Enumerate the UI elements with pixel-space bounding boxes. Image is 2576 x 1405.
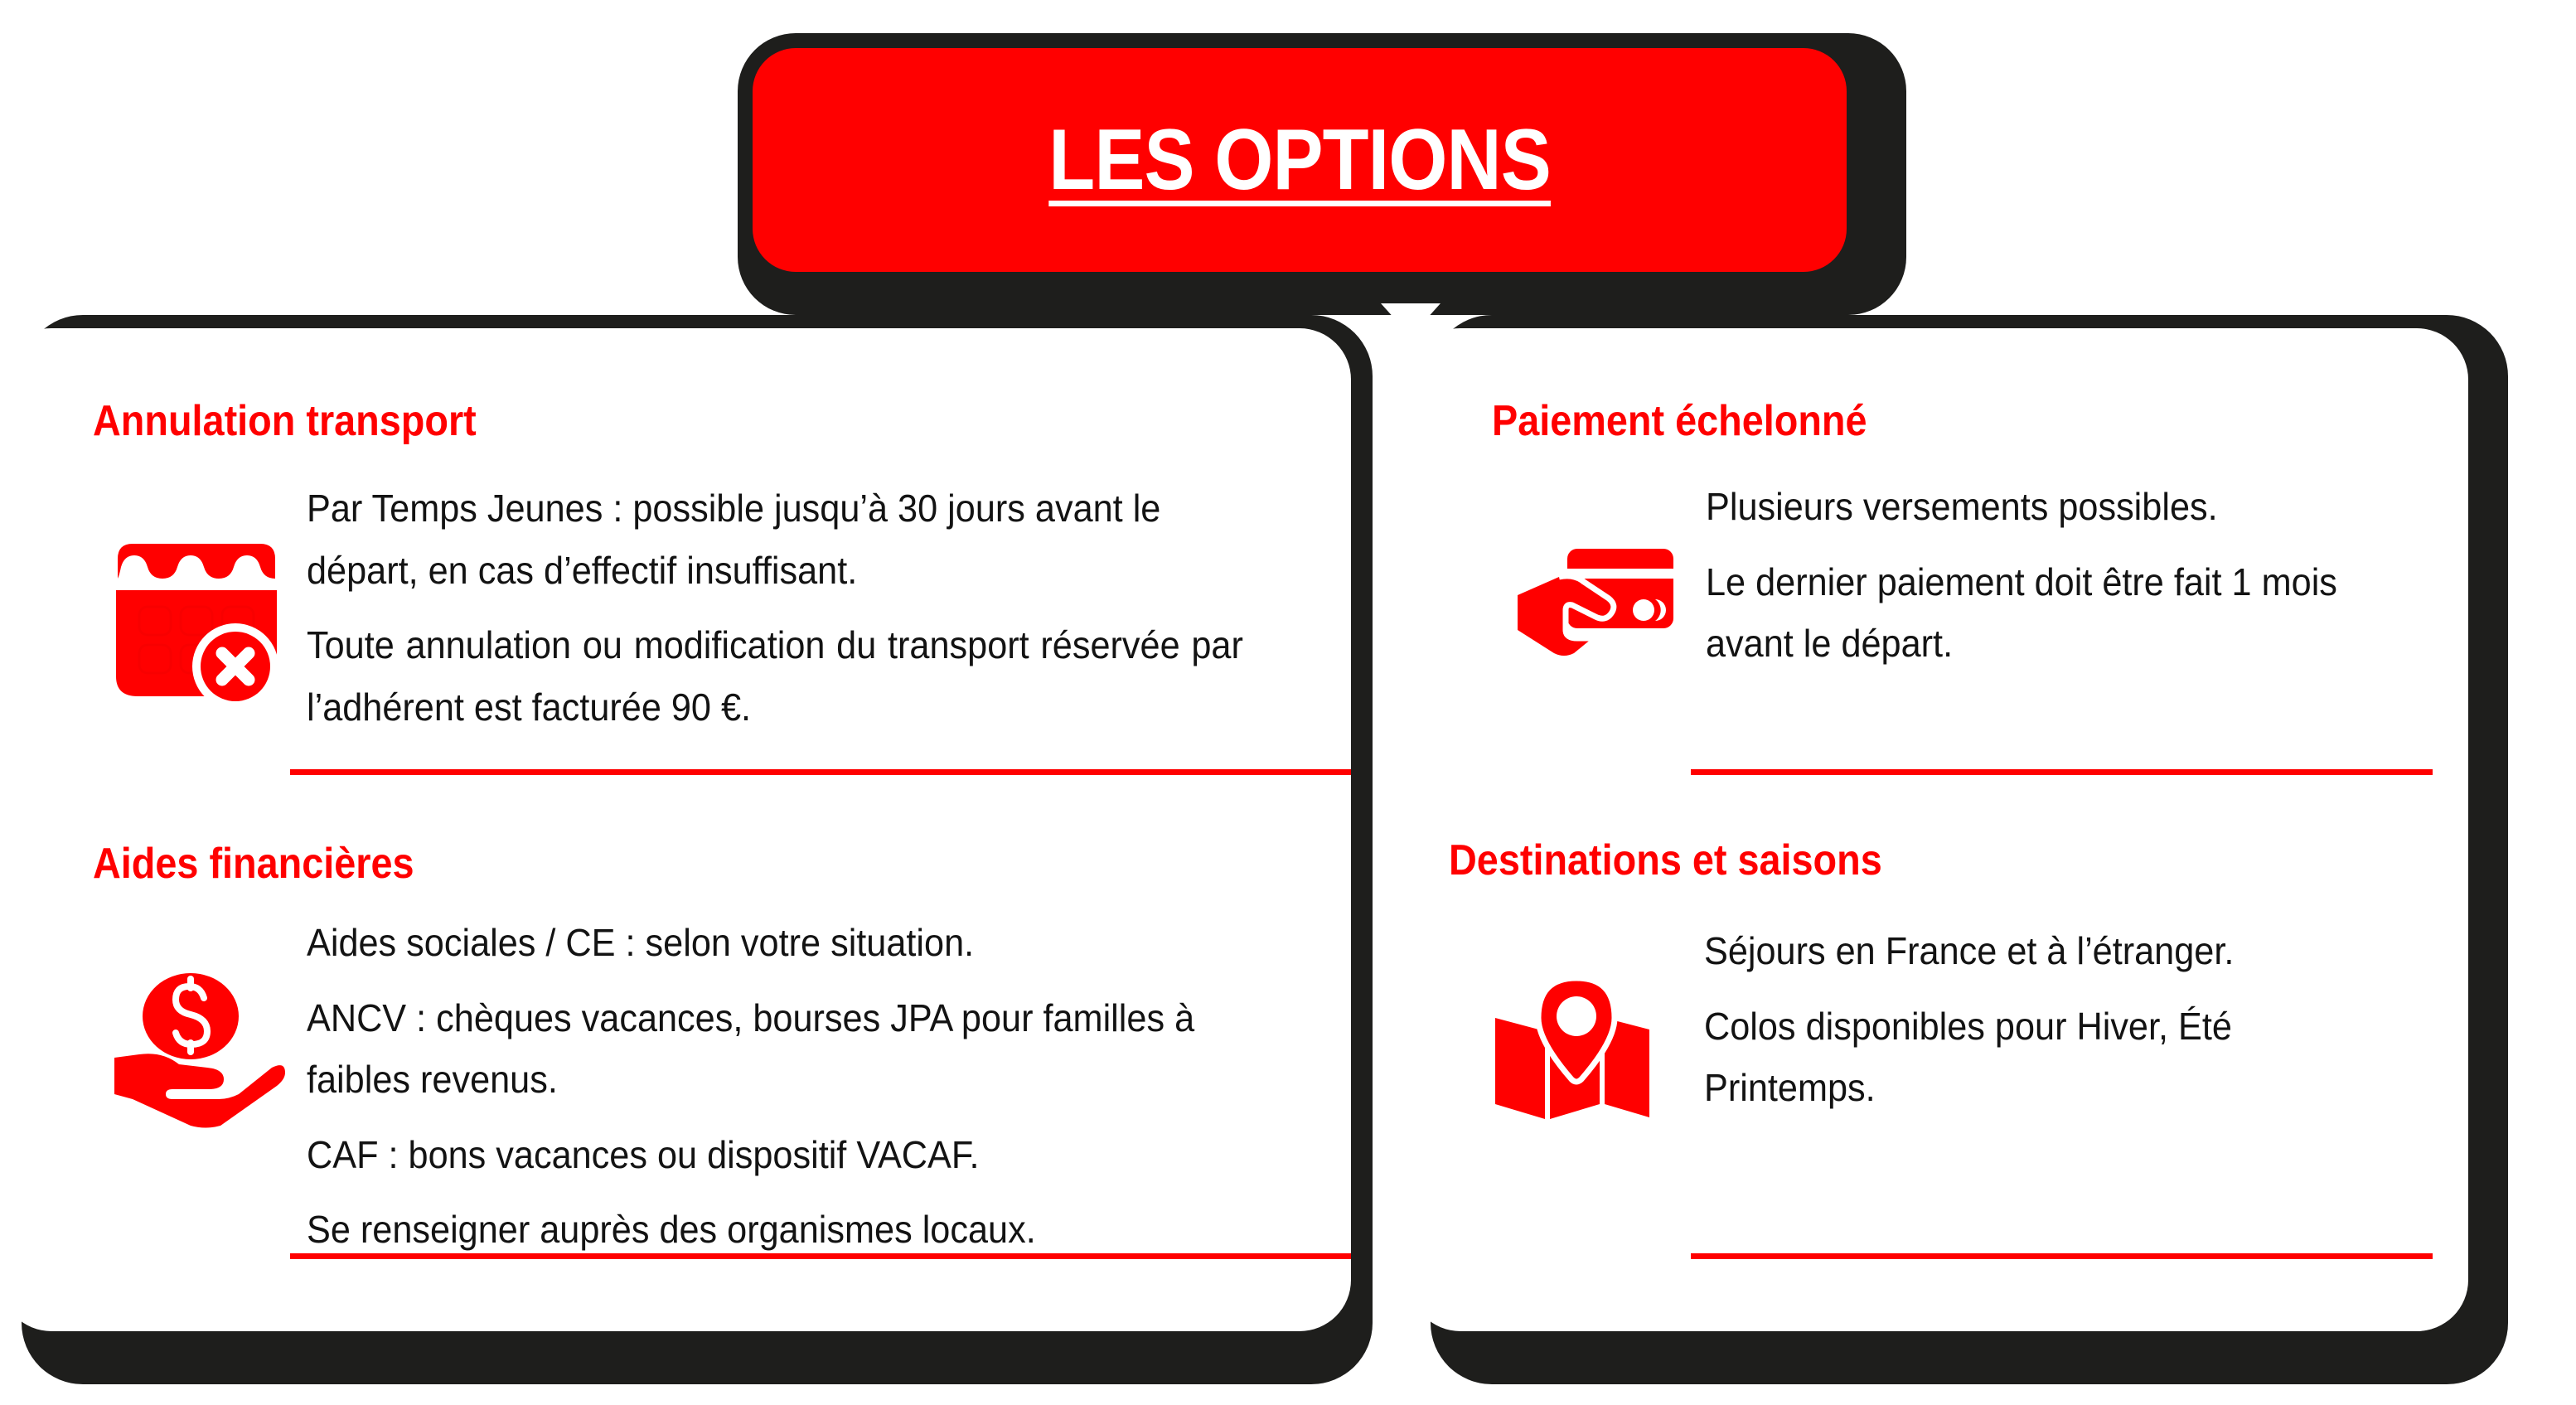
paragraph: Le dernier paiement doit être fait 1 mois avant le départ. [1706,560,2337,666]
section-body-annulation-transport [307,477,1243,738]
section-divider-annulation [290,769,1351,775]
section-divider-aides [290,1253,1351,1259]
paragraph: Plusieurs versements possibles. [1706,485,2218,528]
section-heading-paiement-echelonne: Paiement échelonné [1492,397,1867,445]
section-aides-financieres [93,839,1303,1261]
paragraph: Aides sociales / CE : selon votre situation. [307,921,975,964]
connector-notch [1381,303,1441,337]
section-divider-paiement [1691,769,2433,775]
section-body-destinations-saisons [1704,920,2399,1119]
paragraph: CAF : bons vacances ou dispositif VACAF. [307,1132,980,1176]
section-destinations-saisons [1449,836,2443,1136]
section-body-aides-financieres [307,912,1243,1261]
hand-credit-card-icon [1492,476,1699,686]
section-paiement-echelonne [1492,396,2445,686]
calendar-cancel-icon [93,477,300,706]
section-annulation-transport [93,396,1303,738]
section-divider-destinations [1691,1253,2433,1259]
paragraph: ANCV : chèques vacances, bourses JPA pour familles à faibles revenus. [307,996,1195,1102]
paragraph: Colos disponibles pour Hiver, Été Printemps. [1704,1004,2232,1110]
section-heading-aides-financieres: Aides financières [93,840,414,888]
title-banner [753,48,1847,272]
paragraph: Par Temps Jeunes : possible jusqu’à 30 jours avant le départ, en cas d’effectif insuffisant. [307,487,1161,592]
section-body-paiement-echelonne [1706,476,2400,675]
section-heading-annulation-transport: Annulation transport [93,397,477,445]
paragraph: Séjours en France et à l’étranger. [1704,929,2235,972]
hand-coin-icon [93,912,300,1130]
map-pin-icon [1449,920,1697,1136]
section-heading-destinations-saisons: Destinations et saisons [1449,836,1882,884]
paragraph: Toute annulation ou modification du transport réservée par l’adhérent est facturée 90 €. [307,623,1243,729]
page-title: LES OPTIONS [1048,111,1551,208]
paragraph: Se renseigner auprès des organismes locaux. [307,1208,1036,1252]
